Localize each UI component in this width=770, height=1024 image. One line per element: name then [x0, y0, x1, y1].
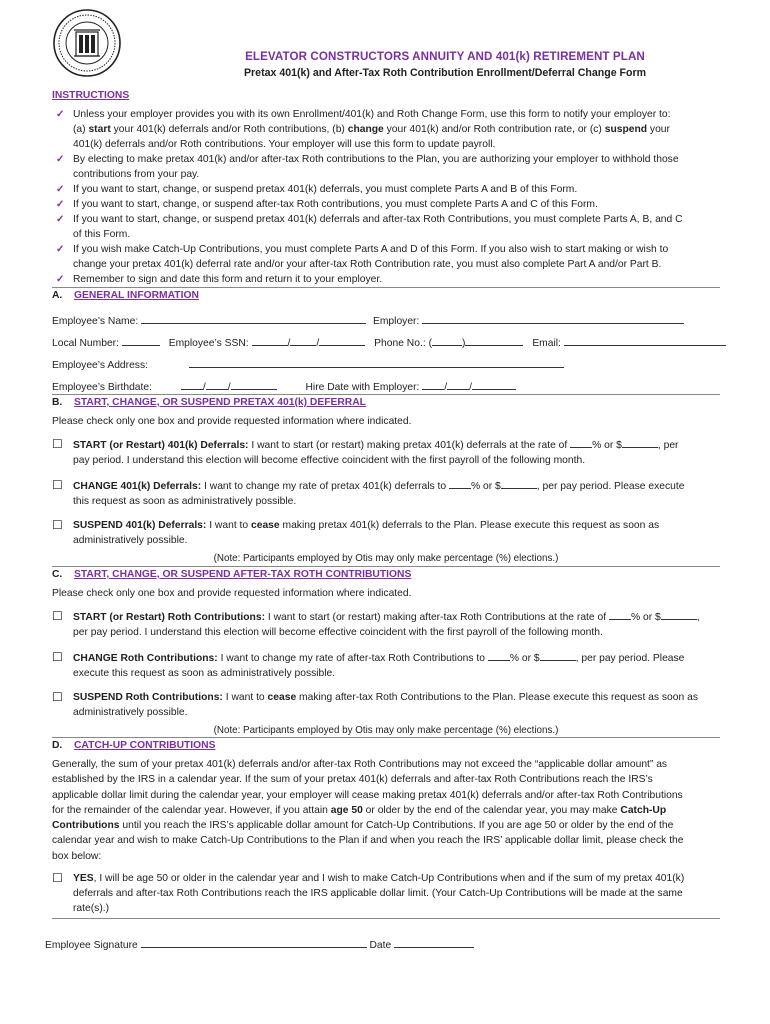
section-b-note: (Note: Participants employed by Otis may only make percentage (%) elections.) — [213, 553, 559, 564]
divider — [52, 566, 720, 567]
start-401k-amount-field[interactable] — [622, 437, 658, 448]
ssn-field-1[interactable] — [252, 335, 288, 346]
change-roth-rate-field[interactable] — [488, 650, 510, 661]
employer-field[interactable] — [422, 313, 684, 324]
phone-area-field[interactable] — [432, 335, 462, 346]
form-title: ELEVATOR CONSTRUCTORS ANNUITY AND 401(k) RETIREMENT PLAN — [245, 50, 645, 63]
instruction-item: ✓ If you wish make Catch-Up Contributions, you must complete Parts A and D of this Form. If you also wish to start making or wish to change your pretax 401(k) deferral rate and/or your after-tax Roth Contribution rate, you must also complete Part A and/or Part B. — [56, 244, 669, 270]
suspend-roth-option: SUSPEND Roth Contributions: I want to cease making after-tax Roth Contributions to the Plan. Please execute this request as soon as administratively possible. — [73, 692, 698, 718]
checkmark-icon: ✓ — [56, 184, 65, 195]
signature-field[interactable] — [141, 937, 367, 948]
section-a-heading: A. GENERAL INFORMATION — [52, 290, 199, 301]
plan-seal-logo — [52, 8, 122, 78]
address-field[interactable] — [189, 357, 564, 368]
employee-name-field[interactable] — [141, 313, 366, 324]
start-roth-rate-field[interactable] — [609, 609, 631, 620]
start-roth-checkbox[interactable]: ☐ — [52, 609, 63, 623]
employee-name-row: Employee’s Name: Employer: — [52, 313, 684, 329]
start-roth-amount-field[interactable] — [661, 609, 697, 620]
change-roth-checkbox[interactable]: ☐ — [52, 650, 63, 664]
section-c-heading: C. START, CHANGE, OR SUSPEND AFTER-TAX ROTH CONTRIBUTIONS — [52, 569, 412, 580]
hire-day-field[interactable] — [447, 379, 469, 390]
date-field[interactable] — [394, 937, 474, 948]
section-d-heading: D. CATCH-UP CONTRIBUTIONS — [52, 740, 216, 751]
local-number-field[interactable] — [122, 335, 160, 346]
suspend-401k-option: SUSPEND 401(k) Deferrals: I want to cease making pretax 401(k) deferrals to the Plan. Please execute this request as soon as administratively possible. — [73, 520, 660, 546]
address-row: Employee’s Address: — [52, 357, 564, 373]
start-roth-option: START (or Restart) Roth Contributions: I want to start (or restart) making after-tax Roth Contributions at the rate of % or $ , per pay period. I understand this election will become effective coincident with the first payroll of the following month. — [73, 609, 721, 640]
hire-year-field[interactable] — [472, 379, 516, 390]
change-401k-option: CHANGE 401(k) Deferrals: I want to change my rate of pretax 401(k) deferrals to % or $ , per pay period. Please execute this request as soon as administratively possible. — [73, 478, 721, 509]
checkmark-icon: ✓ — [56, 274, 65, 285]
suspend-401k-checkbox[interactable]: ☐ — [52, 518, 63, 532]
birth-year-field[interactable] — [231, 379, 277, 390]
change-401k-amount-field[interactable] — [501, 478, 537, 489]
change-401k-checkbox[interactable]: ☐ — [52, 478, 63, 492]
instruction-item: ✓ If you want to start, change, or suspend after-tax Roth contributions, you must complete Parts A and C of this Form. — [73, 198, 721, 213]
divider — [52, 394, 720, 395]
checkmark-icon: ✓ — [56, 214, 65, 225]
catch-up-yes-option: YES, I will be age 50 or older in the calendar year and I wish to make Catch-Up Contributions when and if the sum of my pretax 401(k) deferrals and after-tax Roth Contributions reach the IRS applicable dollar limit. (Your Catch-Up Contributions will be made at the same rate(s).) — [73, 873, 685, 914]
birth-month-field[interactable] — [181, 379, 203, 390]
suspend-roth-checkbox[interactable]: ☐ — [52, 690, 63, 704]
contact-row: Local Number: Employee’s SSN: / / Phone No.: ( ) Email: — [52, 335, 726, 351]
divider — [52, 737, 720, 738]
divider — [52, 918, 720, 919]
checkmark-icon: ✓ — [56, 154, 65, 165]
dates-row: Employee’s Birthdate: / / Hire Date with Employer: / / — [52, 379, 516, 395]
instructions-heading: INSTRUCTIONS — [52, 90, 130, 101]
instruction-item: ✓ By electing to make pretax 401(k) and/or after-tax Roth contributions to the Plan, you are authorizing your employer to withhold those contributions from your pay. — [56, 154, 679, 180]
change-roth-option: CHANGE Roth Contributions: I want to change my rate of after-tax Roth Contributions to % or $ , per pay period. Please execute this request as soon as administratively possible. — [73, 650, 721, 681]
start-401k-rate-field[interactable] — [570, 437, 592, 448]
birth-day-field[interactable] — [206, 379, 228, 390]
checkmark-icon: ✓ — [56, 199, 65, 210]
divider — [52, 287, 720, 288]
email-field[interactable] — [564, 335, 726, 346]
start-401k-option: START (or Restart) 401(k) Deferrals: I want to start (or restart) making pretax 401(k) deferrals at the rate of % or $ , per pay period. I understand this election will become effective coincident with the first payroll of the following month. — [73, 437, 721, 468]
checkmark-icon: ✓ — [56, 244, 65, 255]
hire-month-field[interactable] — [422, 379, 444, 390]
ssn-field-2[interactable] — [290, 335, 316, 346]
change-401k-rate-field[interactable] — [449, 478, 471, 489]
signature-row: Employee Signature Date — [45, 937, 474, 953]
instruction-item: ✓ If you want to start, change, or suspend pretax 401(k) deferrals and after-tax Roth Contributions, you must complete Parts A, B, and C of this Form. — [56, 214, 683, 240]
section-d-paragraph: Generally, the sum of your pretax 401(k) deferrals and/or after-tax Roth Contributions may not exceed the “applicable dollar amount” as established by the IRS in a calendar year. If the sum of your pretax 401(k) deferrals and after-tax Roth Contributions reach the IRS’s applicable dollar limit during the calendar year, your employer will cease making pretax 401(k) deferrals and/or after-tax Roth Contributions for the remainder of the calendar year. However, if you attain age 50 or older by the end of the calendar year, you may make Catch-Up Contributions until you reach the IRS’s applicable dollar amount for Catch-Up Contributions. If you are age 50 or older by the end of the calendar year and wish to make Catch-Up Contributions to the Plan if and when you reach the IRS’ applicable dollar limit, please check the box below: — [52, 759, 684, 862]
change-roth-amount-field[interactable] — [540, 650, 576, 661]
section-c-note: (Note: Participants employed by Otis may only make percentage (%) elections.) — [213, 725, 559, 736]
instruction-item: ✓ If you want to start, change, or suspend pretax 401(k) deferrals, you must complete Parts A and B of this Form. — [73, 183, 721, 198]
ssn-field-3[interactable] — [319, 335, 365, 346]
instruction-item: ✓ Unless your employer provides you with its own Enrollment/401(k) and Roth Change Form, use this form to notify your employer to: (a) start your 401(k) deferrals and/or Roth contributions, (b) change your 401(k) and/or Roth contribution rate, or (c) suspend your 401(k) deferrals and/or Roth contributions. Your employer will use this form to update payroll. — [56, 109, 671, 150]
section-b-heading: B. START, CHANGE, OR SUSPEND PRETAX 401(k) DEFERRAL — [52, 397, 366, 408]
instruction-item: ✓ Remember to sign and date this form and return it to your employer. — [73, 273, 721, 288]
phone-field[interactable] — [465, 335, 523, 346]
section-c-intro: Please check only one box and provide requested information where indicated. — [52, 588, 412, 599]
checkmark-icon: ✓ — [56, 109, 65, 120]
catch-up-yes-checkbox[interactable]: ☐ — [52, 871, 63, 885]
section-b-intro: Please check only one box and provide requested information where indicated. — [52, 416, 412, 427]
start-401k-checkbox[interactable]: ☐ — [52, 437, 63, 451]
form-subtitle: Pretax 401(k) and After-Tax Roth Contribution Enrollment/Deferral Change Form — [243, 67, 647, 79]
